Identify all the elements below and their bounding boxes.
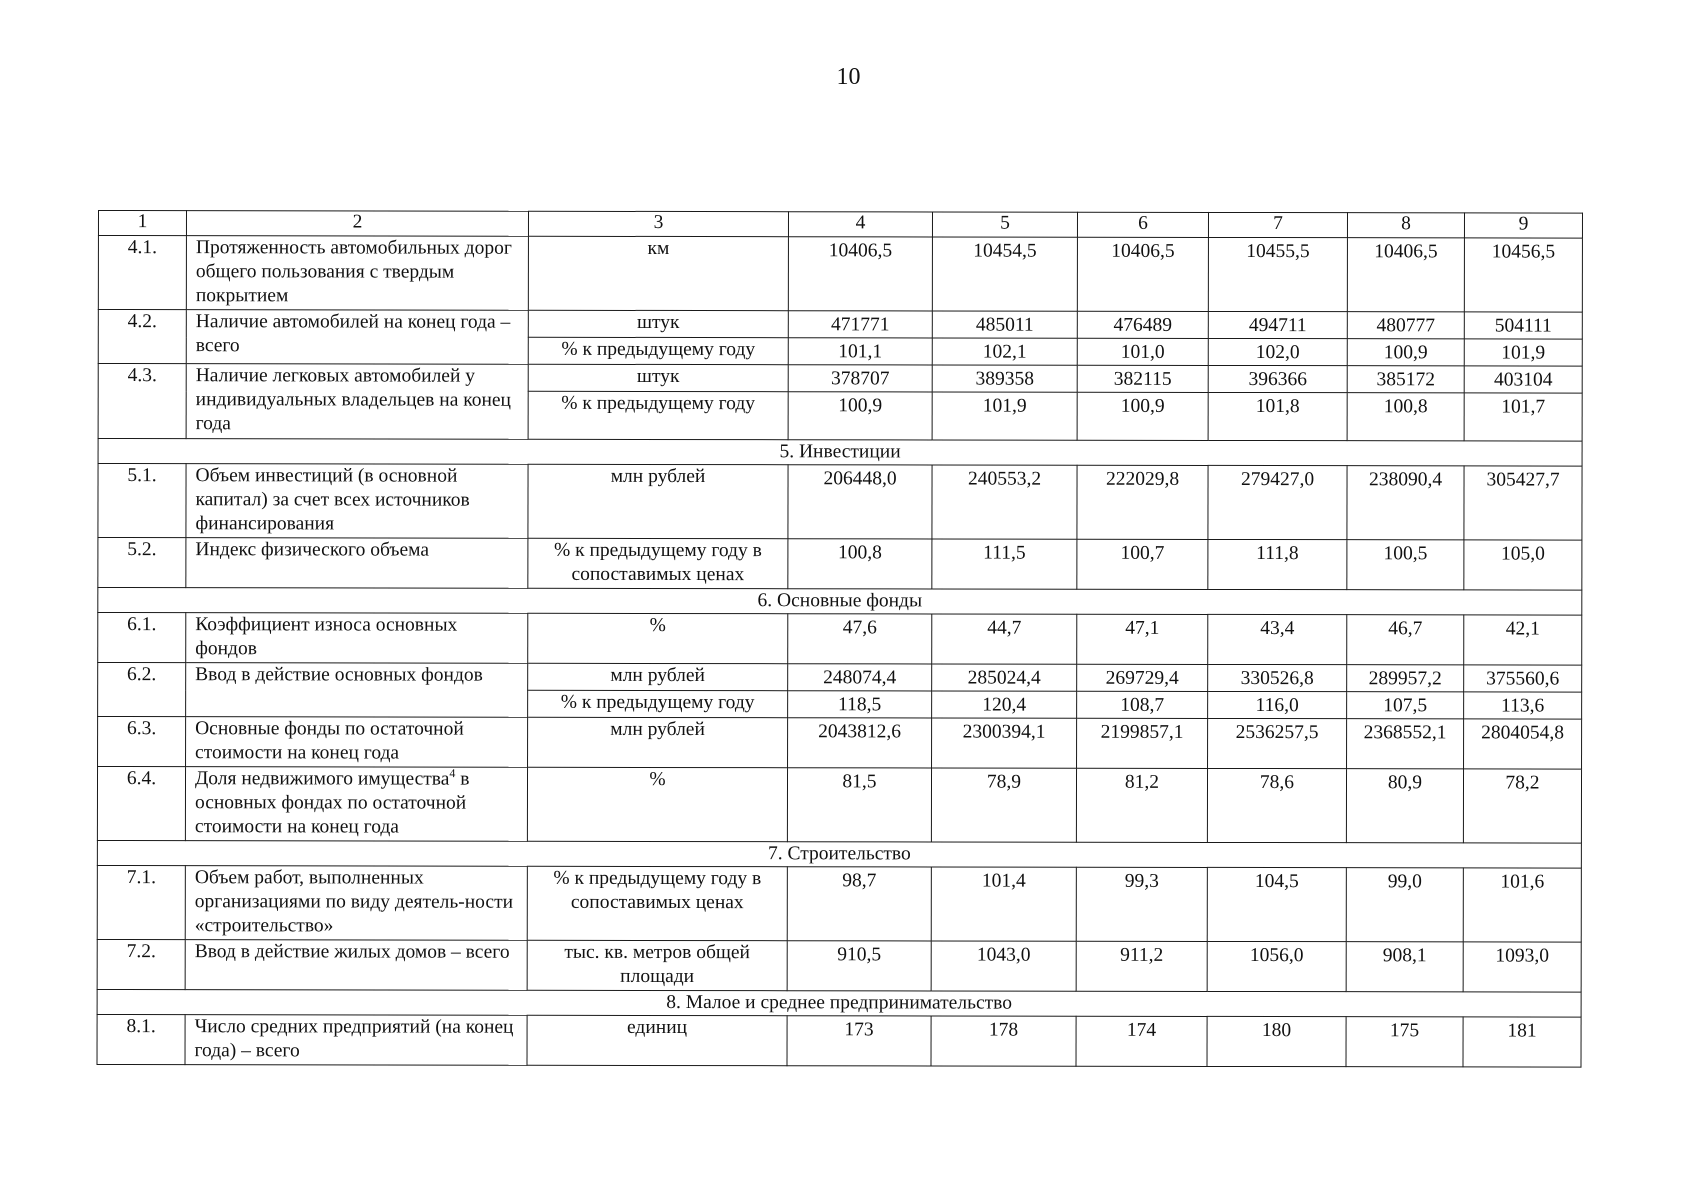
value-cell: 378707	[788, 365, 932, 392]
row-name: Число средних предприятий (на конец года) – всего	[185, 1015, 527, 1066]
value-cell: 101,9	[932, 392, 1077, 440]
statistics-table-container	[97, 210, 1582, 1068]
value-cell: 480777	[1347, 312, 1464, 339]
page-number: 10	[836, 64, 861, 90]
value-cell: 100,9	[1347, 339, 1464, 366]
row-code: 4.2.	[98, 310, 186, 364]
value-cell: 389358	[932, 365, 1077, 392]
value-cell: 206448,0	[788, 465, 932, 539]
value-cell: 2368552,1	[1347, 719, 1464, 769]
header-cell: 9	[1464, 213, 1582, 238]
row-unit: млн рублей	[528, 717, 788, 767]
row-code: 6.1.	[98, 613, 186, 663]
value-cell: 108,7	[1077, 691, 1208, 718]
value-cell: 375560,6	[1464, 665, 1582, 692]
section-title: 8. Малое и среднее предпринимательство	[97, 989, 1581, 1017]
value-cell: 105,0	[1464, 540, 1582, 590]
value-cell: 1093,0	[1463, 942, 1581, 992]
value-cell: 100,9	[1077, 392, 1208, 440]
value-cell: 10455,5	[1208, 237, 1347, 311]
row-unit: %	[527, 767, 787, 841]
table-row	[98, 464, 1582, 541]
header-cell: 5	[932, 212, 1077, 237]
row-name: Основные фонды по остаточной стоимости на конец года	[186, 717, 528, 768]
value-cell: 285024,4	[932, 664, 1077, 691]
statistics-table	[97, 210, 1583, 1068]
value-cell: 44,7	[932, 614, 1077, 664]
row-unit: млн рублей	[528, 464, 788, 538]
value-cell: 80,9	[1346, 769, 1463, 843]
value-cell: 100,8	[1347, 393, 1464, 441]
table-row	[97, 939, 1581, 992]
row-code: 5.1.	[98, 464, 186, 538]
value-cell: 910,5	[787, 941, 931, 991]
value-cell: 175	[1346, 1017, 1463, 1067]
value-cell: 494711	[1208, 311, 1347, 338]
value-cell: 2536257,5	[1208, 718, 1347, 768]
value-cell: 81,2	[1076, 768, 1207, 842]
value-cell: 99,3	[1076, 867, 1207, 941]
row-unit: % к предыдущему году	[528, 391, 788, 439]
value-cell: 403104	[1464, 366, 1582, 393]
value-cell: 385172	[1347, 366, 1464, 393]
value-cell: 118,5	[788, 691, 932, 718]
value-cell: 101,7	[1464, 393, 1582, 441]
row-name: Наличие автомобилей на конец года – всего	[186, 310, 528, 365]
table-row	[98, 538, 1582, 591]
value-cell: 46,7	[1347, 615, 1464, 665]
row-name: Индекс физического объема	[186, 538, 528, 589]
value-cell: 101,1	[788, 338, 932, 365]
row-name: Объем инвестиций (в основной капитал) за счет всех источников финансирования	[186, 464, 528, 539]
value-cell: 248074,4	[788, 664, 932, 691]
header-cell: 1	[98, 211, 186, 236]
value-cell: 10406,5	[788, 237, 932, 311]
value-cell: 222029,8	[1077, 465, 1208, 539]
value-cell: 107,5	[1347, 692, 1464, 719]
value-cell: 180	[1207, 1016, 1346, 1066]
value-cell: 2199857,1	[1077, 718, 1208, 768]
table-row	[97, 1014, 1581, 1067]
table-row	[98, 310, 1582, 340]
table-row	[98, 364, 1582, 394]
value-cell: 78,9	[931, 768, 1076, 842]
table-row	[98, 613, 1582, 666]
row-unit: % к предыдущему году в сопоставимых ценах	[527, 866, 787, 940]
value-cell: 78,2	[1463, 769, 1581, 843]
row-code: 8.1.	[97, 1014, 185, 1064]
table-row	[97, 767, 1581, 844]
header-cell: 6	[1077, 212, 1208, 237]
value-cell: 43,4	[1208, 614, 1347, 664]
value-cell: 174	[1076, 1016, 1207, 1066]
header-cell: 8	[1347, 213, 1464, 238]
value-cell: 100,8	[788, 539, 932, 589]
value-cell: 330526,8	[1208, 664, 1347, 691]
row-unit: % к предыдущему году	[528, 337, 788, 364]
section-header-row	[97, 989, 1581, 1017]
section-title: 5. Инвестиции	[98, 439, 1582, 467]
row-name: Ввод в действие основных фондов	[186, 663, 528, 718]
footnote-marker: 4	[449, 766, 456, 781]
header-row	[98, 211, 1582, 239]
value-cell: 178	[931, 1016, 1076, 1066]
row-code: 6.2.	[98, 663, 186, 717]
row-code: 4.1.	[98, 236, 186, 310]
value-cell: 100,7	[1077, 539, 1208, 589]
header-cell: 3	[528, 211, 788, 236]
value-cell: 102,0	[1208, 338, 1347, 365]
value-cell: 101,9	[1464, 339, 1582, 366]
value-cell: 99,0	[1346, 868, 1463, 942]
row-name: Объем работ, выполненных организациями по виду деятель-ности «строительство»	[185, 866, 527, 941]
row-code: 7.1.	[97, 865, 185, 939]
value-cell: 113,6	[1464, 692, 1582, 719]
value-cell: 2300394,1	[932, 718, 1077, 768]
value-cell: 10454,5	[932, 237, 1077, 311]
section-header-row	[97, 840, 1581, 868]
value-cell: 305427,7	[1464, 466, 1582, 540]
header-cell: 2	[186, 211, 528, 237]
value-cell: 102,1	[932, 338, 1077, 365]
row-unit: % к предыдущему году	[528, 690, 788, 717]
table-row	[98, 236, 1582, 313]
row-unit: штук	[528, 310, 788, 337]
value-cell: 2043812,6	[788, 718, 932, 768]
table-row	[97, 865, 1581, 942]
value-cell: 181	[1463, 1017, 1581, 1067]
value-cell: 101,4	[931, 867, 1076, 941]
value-cell: 238090,4	[1347, 466, 1464, 540]
value-cell: 98,7	[787, 867, 931, 941]
value-cell: 485011	[932, 311, 1077, 338]
value-cell: 100,5	[1347, 540, 1464, 590]
row-name	[185, 767, 527, 842]
value-cell: 1043,0	[931, 941, 1076, 991]
value-cell: 2804054,8	[1464, 719, 1582, 769]
value-cell: 504111	[1464, 312, 1582, 339]
value-cell: 100,9	[788, 392, 932, 440]
value-cell: 289957,2	[1347, 665, 1464, 692]
value-cell: 101,8	[1208, 392, 1347, 440]
row-name: Протяженность автомобильных дорог общего пользования с твердым покрытием	[186, 236, 528, 311]
row-name-text: Доля недвижимого имущества	[194, 768, 450, 790]
value-cell: 47,6	[788, 614, 932, 664]
section-title: 6. Основные фонды	[98, 588, 1582, 616]
value-cell: 269729,4	[1077, 664, 1208, 691]
row-name-text: в основных фондах по остаточной стоимости на конец года	[194, 768, 470, 838]
row-code: 6.3.	[98, 717, 186, 767]
section-header-row	[98, 588, 1582, 616]
row-name: Наличие легковых автомобилей у индивидуальных владельцев на конец года	[186, 364, 528, 440]
section-title: 7. Строительство	[97, 840, 1581, 868]
value-cell: 279427,0	[1208, 465, 1347, 539]
row-unit: млн рублей	[528, 663, 788, 690]
row-unit: единиц	[527, 1015, 787, 1065]
row-unit: тыс. кв. метров общей площади	[527, 940, 787, 990]
row-unit: км	[528, 236, 788, 310]
table-row	[98, 663, 1582, 693]
value-cell: 111,5	[932, 539, 1077, 589]
value-cell: 42,1	[1464, 615, 1582, 665]
header-cell: 7	[1208, 212, 1347, 237]
value-cell: 10456,5	[1464, 238, 1582, 312]
value-cell: 240553,2	[932, 465, 1077, 539]
value-cell: 396366	[1208, 365, 1347, 392]
value-cell: 382115	[1077, 365, 1208, 392]
value-cell: 173	[787, 1016, 931, 1066]
value-cell: 911,2	[1076, 941, 1207, 991]
row-unit: %	[528, 613, 788, 663]
value-cell: 10406,5	[1077, 237, 1208, 311]
header-cell: 4	[788, 212, 932, 237]
value-cell: 10406,5	[1347, 238, 1464, 312]
value-cell: 47,1	[1077, 614, 1208, 664]
value-cell: 471771	[788, 311, 932, 338]
value-cell: 908,1	[1346, 942, 1463, 992]
value-cell: 476489	[1077, 311, 1208, 338]
row-code: 6.4.	[97, 767, 185, 841]
row-unit: штук	[528, 364, 788, 391]
value-cell: 78,6	[1207, 768, 1346, 842]
value-cell: 104,5	[1207, 867, 1346, 941]
value-cell: 116,0	[1208, 691, 1347, 718]
value-cell: 81,5	[787, 768, 931, 842]
row-name: Коэффициент износа основных фондов	[186, 613, 528, 664]
value-cell: 1056,0	[1207, 941, 1346, 991]
section-header-row	[98, 439, 1582, 467]
row-unit: % к предыдущему году в сопоставимых ценах	[528, 538, 788, 588]
value-cell: 111,8	[1208, 539, 1347, 589]
row-code: 4.3.	[98, 364, 186, 439]
value-cell: 120,4	[932, 691, 1077, 718]
row-code: 5.2.	[98, 538, 186, 588]
row-name: Ввод в действие жилых домов – всего	[185, 940, 527, 991]
value-cell: 101,6	[1463, 868, 1581, 942]
row-code: 7.2.	[97, 939, 185, 989]
table-row	[98, 717, 1582, 770]
value-cell: 101,0	[1077, 338, 1208, 365]
